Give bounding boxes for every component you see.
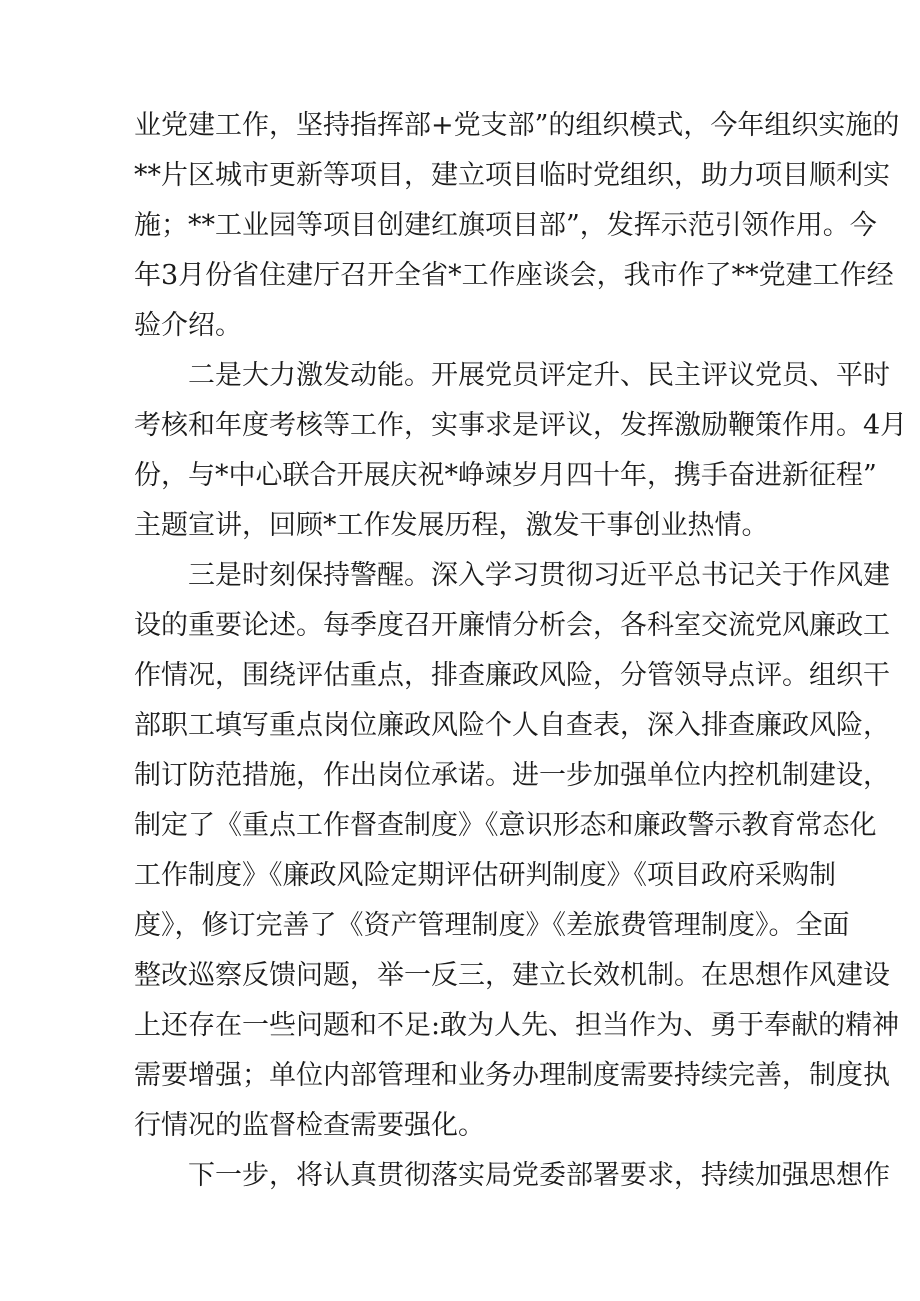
text-line: 下一步，将认真贯彻落实局党委部署要求，持续加强思想作	[188, 1160, 890, 1191]
text-line: 年3月份省住建厅召开全省*工作座谈会，我市作了**党建工作经	[134, 260, 894, 291]
text-line: 施；**工业园等项目创建红旗项目部”，发挥示范引领作用。今	[134, 210, 877, 241]
text-line: 需要增强；单位内部管理和业务办理制度需要持续完善，制度执	[134, 1060, 890, 1091]
text-line: 主题宣讲，回顾*工作发展历程，激发干事创业热情。	[134, 510, 769, 541]
text-line: 度》，修订完善了《资产管理制度》《差旅费管理制度》。全面	[134, 910, 850, 941]
text-line: 份，与*中心联合开展庆祝*峥竦岁月四十年，携手奋进新征程”	[134, 460, 877, 491]
text-line: **片区城市更新等项目，建立项目临时党组织，助力项目顺利实	[134, 160, 890, 191]
text-line: 二是大力激发动能。开展党员评定升、民主评议党员、平时	[188, 360, 890, 391]
text-line: 工作制度》《廉政风险定期评估研判制度》《项目政府采购制	[134, 860, 836, 891]
text-line: 三是时刻保持警醒。深入学习贯彻习近平总书记关于作风建	[188, 560, 890, 591]
text-line: 制订防范措施，作出岗位承诺。进一步加强单位内控机制建设，	[134, 760, 890, 791]
text-line: 考核和年度考核等工作，实事求是评议，发挥激励鞭策作用。4月	[134, 410, 908, 441]
text-line: 上还存在一些问题和不足:敢为人先、担当作为、勇于奉献的精神	[134, 1010, 900, 1041]
text-line: 作情况，围绕评估重点，排查廉政风险，分管领导点评。组织干	[134, 660, 890, 691]
text-line: 制定了《重点工作督查制度》《意识形态和廉政警示教育常态化	[134, 810, 877, 841]
text-line: 整改巡察反馈问题，举一反三，建立长效机制。在思想作风建设	[134, 960, 890, 991]
text-line: 设的重要论述。每季度召开廉情分析会，各科室交流党风廉政工	[134, 610, 890, 641]
text-line: 行情况的监督检查需要强化。	[134, 1110, 485, 1141]
text-line: 验介绍。	[134, 310, 242, 341]
text-line: 业党建工作，坚持指挥部+党支部”的组织模式，今年组织实施的	[134, 110, 900, 141]
text-line: 部职工填写重点岗位廉政风险个人自查表，深入排查廉政风险，	[134, 710, 890, 741]
